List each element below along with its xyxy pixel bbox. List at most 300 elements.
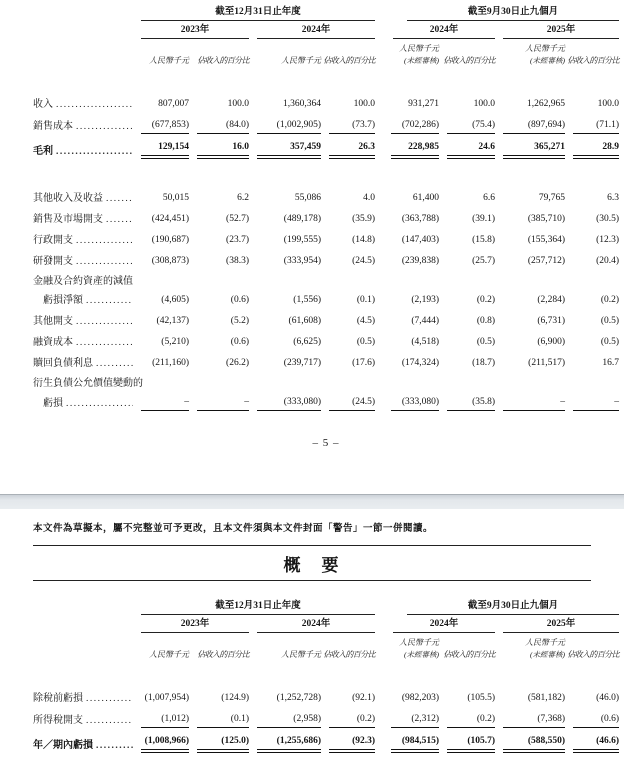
leader-dots	[56, 145, 133, 159]
value-text: (7,444)	[411, 316, 440, 326]
value-text: 100.0	[473, 99, 496, 109]
value-text: 100.0	[227, 99, 249, 109]
value-text: 28.9	[573, 140, 619, 159]
value-cell	[189, 331, 249, 352]
value-text: 1,360,364	[283, 99, 321, 109]
year-label: 2023年	[141, 24, 249, 39]
value-cell	[321, 352, 375, 373]
leader-dots	[76, 234, 133, 248]
value-cell	[565, 352, 619, 373]
row-label	[33, 250, 133, 271]
period-group-header	[375, 600, 619, 615]
value-cell	[375, 208, 439, 229]
value-cell	[375, 250, 439, 271]
value-text: (702,286)	[391, 118, 439, 134]
value-cell	[189, 187, 249, 208]
value-text: 100.0	[597, 99, 620, 109]
table-row	[33, 687, 619, 708]
value-text: (38.3)	[226, 256, 249, 266]
percent-unit-label: 佔收入的百分比	[323, 56, 376, 65]
year-row	[33, 615, 619, 633]
value-text: 228,985	[391, 140, 439, 159]
value-text: (0.8)	[476, 316, 496, 326]
amount-unit-header	[375, 39, 439, 67]
year-label: 2023年	[141, 618, 249, 633]
value-cell	[439, 289, 495, 310]
value-text: –	[197, 395, 249, 411]
value-text: (124.9)	[221, 693, 249, 703]
value-text: (24.5)	[329, 395, 375, 411]
value-text: (0.2)	[447, 712, 495, 728]
value-text: (4.5)	[356, 316, 376, 326]
row-label-text: 融資成本	[33, 337, 73, 348]
value-text: (7,368)	[503, 712, 565, 728]
value-text: (23.7)	[226, 235, 249, 245]
value-cell	[495, 331, 565, 352]
value-cell	[249, 331, 321, 352]
value-text: (46.0)	[596, 693, 620, 703]
value-cell	[321, 93, 375, 114]
percent-unit-label: 佔收入的百分比	[443, 56, 496, 65]
value-cell	[321, 708, 375, 730]
value-cell	[133, 93, 189, 114]
value-text: (1,012)	[141, 712, 189, 728]
value-text: (18.7)	[472, 358, 496, 368]
value-cell	[375, 93, 439, 114]
value-cell	[249, 136, 321, 161]
value-text: (333,080)	[257, 395, 321, 411]
value-cell	[495, 136, 565, 161]
value-cell	[321, 289, 375, 310]
value-cell	[565, 229, 619, 250]
value-cell	[375, 289, 439, 310]
year-label: 2024年	[393, 24, 495, 39]
value-cell	[321, 687, 375, 708]
value-text: 365,271	[503, 140, 565, 159]
value-text: (75.4)	[447, 118, 495, 134]
percent-unit-header	[321, 39, 375, 67]
value-text: (39.1)	[472, 214, 496, 224]
value-text: (0.2)	[600, 295, 620, 305]
label-col-spacer	[33, 615, 133, 633]
amount-unit-header	[133, 39, 189, 67]
value-cell	[133, 187, 189, 208]
year-label: 2024年	[393, 618, 495, 633]
value-text: (1,008,966)	[141, 734, 189, 753]
value-cell	[321, 229, 375, 250]
percent-unit-label: 佔收入的百分比	[567, 650, 620, 659]
row-label-inner	[33, 120, 133, 134]
value-text: (17.6)	[352, 358, 376, 368]
value-text: (105.7)	[447, 734, 495, 753]
value-text: (677,853)	[141, 118, 189, 134]
value-text: (2,958)	[257, 712, 321, 728]
value-text: 4.0	[363, 193, 376, 203]
value-text: (174,324)	[401, 358, 440, 368]
value-cell	[565, 114, 619, 136]
value-cell	[249, 391, 321, 413]
value-text: (4,605)	[161, 295, 189, 305]
amount-unit-label: 人民幣千元	[149, 56, 189, 65]
percent-unit-label: 佔收入的百分比	[567, 56, 620, 65]
value-text: (73.7)	[329, 118, 375, 134]
row-label	[33, 136, 133, 161]
value-cell	[439, 331, 495, 352]
value-cell	[439, 250, 495, 271]
leader-dots	[76, 120, 133, 134]
value-text: (581,182)	[527, 693, 566, 703]
row-label-inner	[33, 98, 133, 112]
value-cell	[375, 229, 439, 250]
value-cell	[439, 391, 495, 413]
value-cell	[249, 289, 321, 310]
table-row	[33, 331, 619, 352]
leader-dots	[56, 98, 133, 112]
value-text: (25.7)	[472, 256, 496, 266]
section-heading-block	[33, 545, 591, 581]
amount-unit-header	[495, 633, 565, 661]
value-cell	[249, 708, 321, 730]
row-label-text: 收入	[33, 99, 53, 110]
row-label	[33, 708, 133, 730]
value-cell	[133, 310, 189, 331]
value-cell	[249, 229, 321, 250]
draft-warning-notice: 本文件為草擬本，屬不完整並可予更改，且本文件須與本文件封面「警告」一節一併閱讀。	[33, 524, 434, 534]
value-cell	[133, 391, 189, 413]
value-text: 6.2	[237, 193, 249, 203]
percent-unit-header	[565, 39, 619, 67]
value-text: (2,284)	[537, 295, 566, 305]
row-label-inner	[33, 213, 133, 227]
value-text: (24.5)	[352, 256, 376, 266]
spacer-row	[33, 161, 619, 187]
table-row	[33, 310, 619, 331]
amount-unit-label: 人民幣千元	[525, 44, 566, 53]
value-cell	[565, 391, 619, 413]
value-cell	[439, 93, 495, 114]
unaudited-note: (未經審核)	[530, 56, 566, 65]
gap-cell	[33, 67, 619, 93]
value-cell	[495, 352, 565, 373]
value-cell	[133, 289, 189, 310]
value-text: (5.2)	[230, 316, 249, 326]
value-text: (6,731)	[537, 316, 566, 326]
period-group-label: 截至9月30日止九個月	[407, 6, 619, 21]
value-cell	[249, 114, 321, 136]
value-cell	[439, 708, 495, 730]
value-cell	[495, 229, 565, 250]
row-label-text: 虧損淨額	[43, 295, 83, 306]
value-text: (0.1)	[197, 712, 249, 728]
table-row	[33, 136, 619, 161]
header-gap-row	[33, 67, 619, 93]
value-text: (0.6)	[230, 337, 249, 347]
amount-unit-label: 人民幣千元	[281, 650, 321, 659]
value-cell	[375, 391, 439, 413]
value-cell	[439, 352, 495, 373]
amount-unit-header	[249, 633, 321, 661]
value-cell	[375, 352, 439, 373]
row-label-text: 贖回負債利息	[33, 358, 93, 369]
value-cell	[565, 687, 619, 708]
value-text: 1,262,965	[527, 99, 566, 109]
table-header	[33, 600, 619, 661]
value-cell	[439, 114, 495, 136]
value-cell	[495, 187, 565, 208]
value-text: (257,712)	[527, 256, 566, 266]
value-text: (92.1)	[352, 693, 376, 703]
row-label-inner	[33, 397, 133, 411]
value-text: (199,555)	[283, 235, 321, 245]
row-label-inner	[33, 336, 133, 350]
value-cell	[375, 730, 439, 755]
gap-cell	[33, 661, 619, 687]
label-col-spacer	[33, 600, 133, 615]
prospectus-page-summary	[0, 509, 624, 766]
row-label	[33, 289, 133, 310]
row-label-inner	[33, 294, 133, 308]
row-label-inner	[33, 234, 133, 248]
unit-row	[33, 39, 619, 67]
value-text: 24.6	[447, 140, 495, 159]
leader-dots	[86, 692, 133, 706]
amount-unit-header	[375, 633, 439, 661]
amount-unit-header	[133, 633, 189, 661]
value-text: (42,137)	[156, 316, 189, 326]
table-row	[33, 114, 619, 136]
value-cell	[249, 310, 321, 331]
percent-unit-header	[565, 633, 619, 661]
table-row	[33, 708, 619, 730]
value-text: (14.8)	[352, 235, 376, 245]
value-text: 16.7	[602, 358, 620, 368]
value-cell	[189, 391, 249, 413]
value-text: (2,312)	[391, 712, 439, 728]
row-label	[33, 93, 133, 114]
value-text: (239,717)	[283, 358, 321, 368]
value-cell	[495, 310, 565, 331]
row-label-inner	[33, 255, 133, 269]
value-text: (6,625)	[293, 337, 321, 347]
value-cell	[565, 730, 619, 755]
label-col-spacer	[33, 6, 133, 21]
value-cell	[133, 250, 189, 271]
value-cell	[189, 352, 249, 373]
value-cell	[375, 114, 439, 136]
value-text: (0.5)	[600, 316, 620, 326]
value-text: (982,203)	[401, 693, 440, 703]
value-cell	[133, 114, 189, 136]
value-text: (12.3)	[596, 235, 620, 245]
unaudited-note: (未經審核)	[530, 650, 566, 659]
value-cell	[249, 730, 321, 755]
value-text: (0.2)	[476, 295, 496, 305]
value-cell	[375, 331, 439, 352]
period-group-label: 截至12月31日止年度	[141, 600, 375, 615]
value-text: (2,193)	[411, 295, 440, 305]
period-group-row	[33, 600, 619, 615]
value-text: (211,517)	[528, 358, 566, 368]
value-cell	[375, 136, 439, 161]
value-text: (0.5)	[600, 337, 620, 347]
value-cell	[495, 687, 565, 708]
value-text: (424,451)	[151, 214, 189, 224]
period-group-header	[375, 6, 619, 21]
value-text: 6.6	[483, 193, 496, 203]
value-text: (897,694)	[503, 118, 565, 134]
value-text: (155,364)	[527, 235, 566, 245]
unaudited-note: (未經審核)	[404, 56, 440, 65]
value-cell	[439, 187, 495, 208]
value-text: (0.1)	[356, 295, 376, 305]
row-label	[33, 352, 133, 373]
table-row	[33, 271, 619, 289]
year-header	[375, 615, 495, 633]
value-cell	[133, 730, 189, 755]
row-label	[33, 187, 133, 208]
year-label: 2024年	[257, 618, 375, 633]
summary-table-wrap	[33, 600, 620, 755]
value-cell	[439, 687, 495, 708]
value-cell	[375, 187, 439, 208]
value-text: 100.0	[353, 99, 376, 109]
table-row	[33, 730, 619, 755]
table-row	[33, 289, 619, 310]
row-label-text: 所得稅開支	[33, 715, 83, 726]
table-row	[33, 187, 619, 208]
header-gap-row	[33, 661, 619, 687]
year-row	[33, 21, 619, 39]
value-text: (1,556)	[293, 295, 321, 305]
value-text: (190,687)	[151, 235, 189, 245]
percent-unit-header	[189, 633, 249, 661]
loss-summary-table	[33, 600, 619, 755]
amount-unit-label: 人民幣千元	[525, 638, 566, 647]
value-cell	[321, 730, 375, 755]
leader-dots	[66, 397, 133, 411]
value-cell	[439, 730, 495, 755]
row-label	[33, 310, 133, 331]
value-text: (308,873)	[151, 256, 189, 266]
value-text: (71.1)	[573, 118, 619, 134]
value-cell	[375, 708, 439, 730]
value-cell	[249, 187, 321, 208]
value-cell	[189, 136, 249, 161]
value-text: 807,007	[158, 99, 189, 109]
table-row	[33, 250, 619, 271]
table-row	[33, 373, 619, 391]
percent-unit-header	[189, 39, 249, 67]
label-col-spacer	[33, 39, 133, 67]
value-cell	[375, 310, 439, 331]
value-cell	[249, 687, 321, 708]
value-cell	[133, 687, 189, 708]
leader-dots	[76, 315, 133, 329]
year-label: 2025年	[503, 24, 619, 39]
row-label-text: 毛利	[33, 146, 53, 157]
value-cell	[321, 310, 375, 331]
value-text: (239,838)	[401, 256, 440, 266]
value-cell	[565, 250, 619, 271]
table-body	[33, 67, 619, 413]
amount-unit-header	[495, 39, 565, 67]
value-text: (0.2)	[329, 712, 375, 728]
value-cell	[189, 229, 249, 250]
leader-dots	[76, 336, 133, 350]
percent-unit-label: 佔收入的百分比	[323, 650, 376, 659]
row-label-text: 行政開支	[33, 235, 73, 246]
row-label-inner	[33, 739, 133, 753]
leader-dots	[76, 255, 133, 269]
value-text: 26.3	[329, 140, 375, 159]
value-cell	[565, 187, 619, 208]
value-cell	[249, 250, 321, 271]
value-cell	[495, 289, 565, 310]
period-group-label: 截至12月31日止年度	[141, 6, 375, 21]
value-cell	[133, 352, 189, 373]
label-col-spacer	[33, 21, 133, 39]
value-cell	[565, 289, 619, 310]
value-cell	[565, 331, 619, 352]
value-text: 6.3	[607, 193, 620, 203]
value-text: (333,954)	[283, 256, 321, 266]
amount-unit-label: 人民幣千元	[281, 56, 321, 65]
amount-unit-label: 人民幣千元	[399, 44, 440, 53]
value-text: (4,518)	[411, 337, 440, 347]
value-text: 357,459	[257, 140, 321, 159]
value-text: (1,252,728)	[276, 693, 321, 703]
unit-row	[33, 633, 619, 661]
value-text: 931,271	[408, 99, 440, 109]
value-cell	[189, 708, 249, 730]
value-text: (125.0)	[197, 734, 249, 753]
year-header	[249, 615, 375, 633]
value-cell	[321, 331, 375, 352]
value-cell	[495, 250, 565, 271]
percent-unit-label: 佔收入的百分比	[443, 650, 496, 659]
section-title: 概 要	[283, 556, 341, 575]
value-cell	[495, 93, 565, 114]
value-cell	[189, 93, 249, 114]
value-text: (1,255,686)	[257, 734, 321, 753]
value-text: –	[573, 395, 619, 411]
row-label-inner	[33, 145, 133, 159]
year-header	[249, 21, 375, 39]
value-cell	[321, 187, 375, 208]
year-header	[375, 21, 495, 39]
table-row	[33, 229, 619, 250]
value-text: (35.9)	[352, 214, 376, 224]
value-cell	[249, 352, 321, 373]
value-text: (211,160)	[152, 358, 189, 368]
row-label	[33, 114, 133, 136]
row-label-text: 除稅前虧損	[33, 693, 83, 704]
year-header	[495, 21, 619, 39]
value-cell	[321, 208, 375, 229]
value-text: (6,900)	[537, 337, 566, 347]
value-text: (105.5)	[467, 693, 496, 703]
period-group-header	[133, 6, 375, 21]
leader-dots	[86, 714, 133, 728]
table-row	[33, 208, 619, 229]
page-number: – 5 –	[312, 437, 340, 449]
value-text: 16.0	[197, 140, 249, 159]
value-text: (489,178)	[283, 214, 321, 224]
value-cell	[133, 331, 189, 352]
value-cell	[133, 229, 189, 250]
value-text: (385,710)	[527, 214, 566, 224]
row-label	[33, 391, 133, 413]
